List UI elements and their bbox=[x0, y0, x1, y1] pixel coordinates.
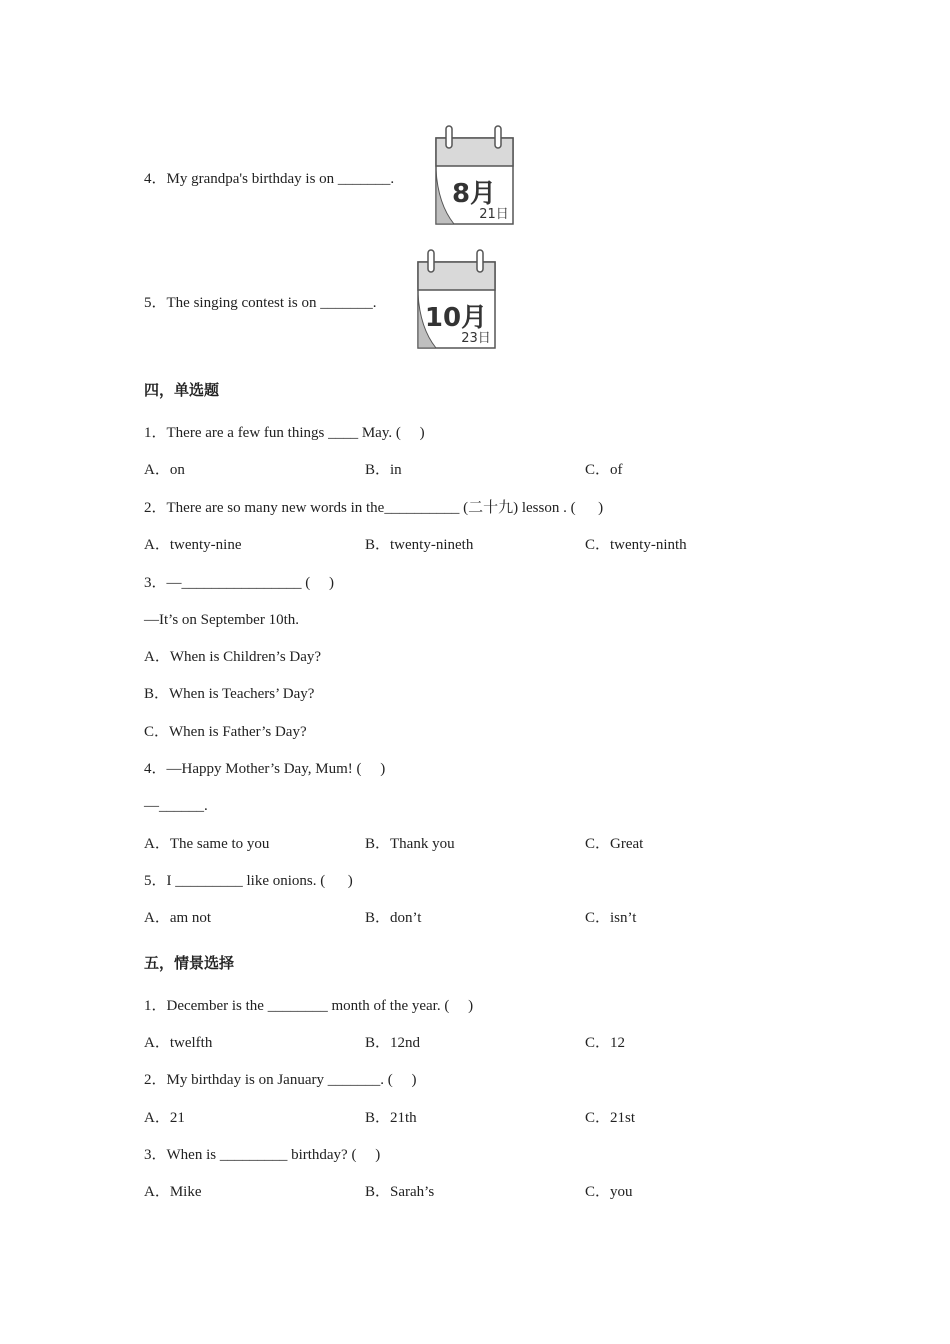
dialogue-reply: —It’s on September 10th. bbox=[144, 612, 299, 628]
question-s4-1: 1．There are a few fun things ____ May. ( ) bbox=[144, 425, 425, 441]
section-heading-5: 五，情景选择 bbox=[144, 954, 235, 972]
calendar-icon-august bbox=[432, 124, 518, 226]
option-a: A．twenty-nine bbox=[144, 537, 242, 553]
option-c: C．twenty-ninth bbox=[585, 537, 687, 553]
option-a: A．When is Children’s Day? bbox=[144, 649, 322, 665]
option-a: A．am not bbox=[144, 910, 212, 926]
option-a: A．on bbox=[144, 462, 185, 478]
calendar-month-label: 8月 bbox=[451, 179, 497, 209]
option-c: C．you bbox=[585, 1184, 633, 1200]
question-s3-4: 4．My grandpa's birthday is on _______. bbox=[144, 171, 395, 187]
question-s4-5: 5．I _________ like onions. ( ) bbox=[144, 873, 353, 889]
option-b: B．21th bbox=[365, 1110, 417, 1126]
calendar-day-label: 23日 bbox=[461, 331, 491, 346]
calendar-icon-october bbox=[414, 248, 500, 350]
option-b: B．in bbox=[365, 462, 402, 478]
question-s4-3: 3．—________________ ( ) bbox=[144, 575, 334, 591]
section-heading-4: 四，单选题 bbox=[144, 381, 220, 399]
option-b: B．When is Teachers’ Day? bbox=[144, 686, 315, 702]
option-c: C．isn’t bbox=[585, 910, 637, 926]
option-c: C．21st bbox=[585, 1110, 636, 1126]
option-c: C．When is Father’s Day? bbox=[144, 724, 307, 740]
option-a: A．21 bbox=[144, 1110, 185, 1126]
question-s5-2: 2．My birthday is on January _______. ( ) bbox=[144, 1072, 417, 1088]
option-b: B．Thank you bbox=[365, 836, 455, 852]
question-s3-5: 5．The singing contest is on _______. bbox=[144, 295, 377, 311]
question-s4-2: 2．There are so many new words in the__________ (二十九) lesson . ( ) bbox=[144, 500, 604, 516]
dialogue-reply: —______. bbox=[144, 798, 208, 814]
question-s5-1: 1．December is the ________ month of the year. ( ) bbox=[144, 998, 474, 1014]
calendar-month-label: 10月 bbox=[424, 303, 488, 333]
option-c: C．Great bbox=[585, 836, 644, 852]
calendar-day-label: 21日 bbox=[479, 207, 509, 222]
option-b: B．don’t bbox=[365, 910, 422, 926]
option-a: A．twelfth bbox=[144, 1035, 213, 1051]
option-c: C．of bbox=[585, 462, 623, 478]
option-b: B．twenty-nineth bbox=[365, 537, 474, 553]
option-a: A．Mike bbox=[144, 1184, 202, 1200]
option-a: A．The same to you bbox=[144, 836, 270, 852]
option-b: B．12nd bbox=[365, 1035, 421, 1051]
option-b: B．Sarah’s bbox=[365, 1184, 435, 1200]
question-s5-3: 3．When is _________ birthday? ( ) bbox=[144, 1147, 381, 1163]
option-c: C．12 bbox=[585, 1035, 626, 1051]
question-s4-4: 4．—Happy Mother’s Day, Mum! ( ) bbox=[144, 761, 386, 777]
